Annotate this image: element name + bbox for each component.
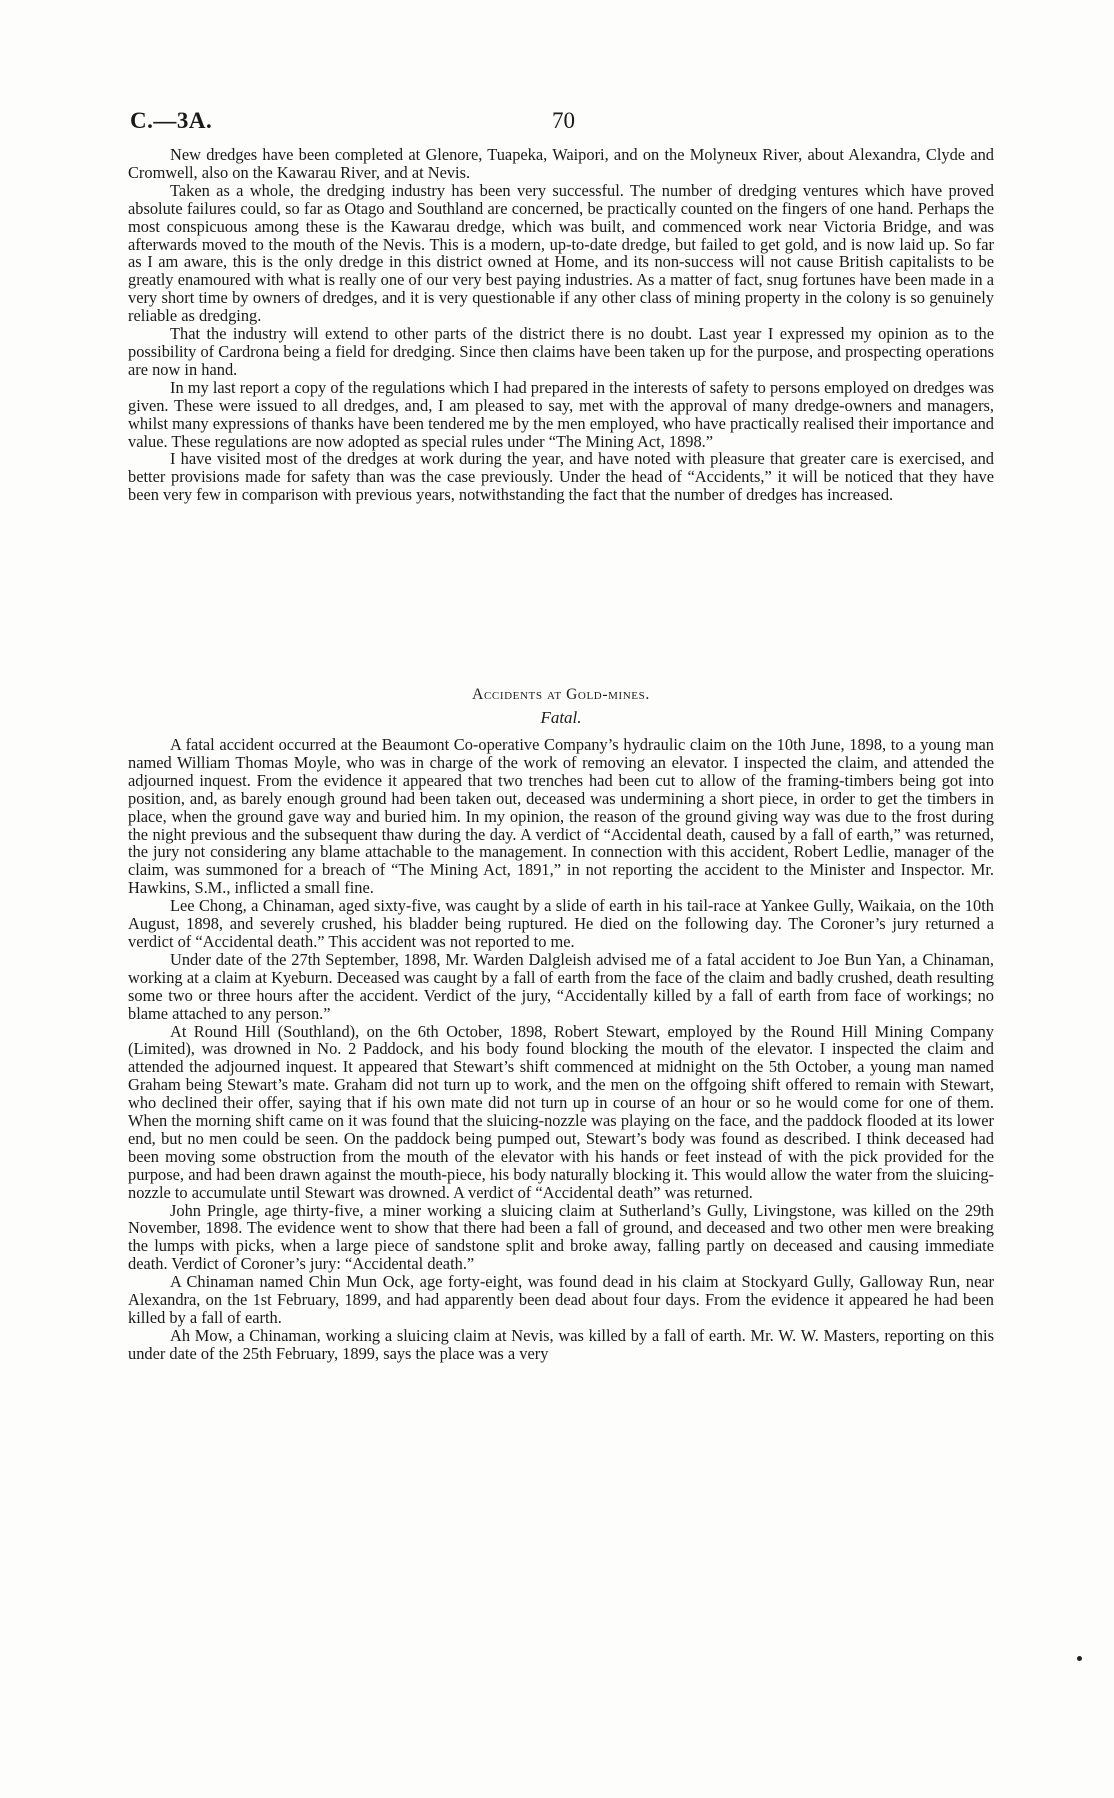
paragraph: A Chinaman named Chin Mun Ock, age forty-eight, was found dead in his claim at Stockyard Gully, Galloway Run, near Alexandra, on the 1st February, 1899, and had apparently been dead about four days. From the evidence it appeared he had been killed by a fall of earth. (128, 1272, 994, 1327)
paragraph: That the industry will extend to other parts of the district there is no doubt. Last year I expressed my opinion as to the possibility of Cardrona being a field for dredging. Since then claims have been taken up for the purpose, and prospecting operations are now in hand. (128, 324, 994, 379)
accidents-section (128, 736, 994, 1363)
dredging-section (128, 146, 994, 504)
paragraph: At Round Hill (Southland), on the 6th October, 1898, Robert Stewart, employed by the Round Hill Mining Company (Limited), was drowned in No. 2 Paddock, and his body found blocking the mouth of the elevator. I inspected the claim and attended the adjourned inquest. It appeared that Stewart’s shift commenced at midnight on the 5th October, a young man named Graham being Stewart’s mate. Graham did not turn up to work, and the men on the offgoing shift offered to remain with Stewart, who declined their offer, saying that if his own mate did not turn up in course of an hour or so he would come for one of them. When the morning shift came on it was found that the sluicing-nozzle was playing on the face, and the paddock flooded at its lower end, but no men could be seen. On the paddock being pumped out, Stewart’s body was found as described. I think deceased had been moving some obstruction from the mouth of the elevator with his hands or feet instead of with the pick provided for the purpose, and had been drawn against the mouth-piece, his body naturally blocking it. This would allow the water from the sluicing-nozzle to accumulate until Stewart was drowned. A verdict of “Accidental death” was returned. (128, 1021, 994, 1202)
paragraph: Taken as a whole, the dredging industry has been very successful. The number of dredging ventures which have proved absolute failures could, so far as Otago and Southland are concerned, be practically counted on the fingers of one hand. Perhaps the most conspicuous among these is the Kawarau dredge, which was built, and commenced work near Victoria Bridge, and was afterwards moved to the mouth of the Nevis. This is a modern, up-to-date dredge, but failed to get gold, and is now laid up. So far as I am aware, this is the only dredge in this district owned at Home, and its non-success will not cause British capitalists to be greatly enamoured with what is really one of our very best paying industries. As a matter of fact, snug fortunes have been made in a very short time by owners of dredges, and it is very questionable if any other class of mining property in the colony is so genuinely reliable as dredging. (128, 180, 994, 326)
paragraph: I have visited most of the dredges at work during the year, and have noted with pleasure that greater care is exercised, and better provisions made for safety than was the case previously. Under the head of “Accidents,” it will be noticed that they have been very few in comparison with previous years, notwithstanding the fact that the number of dredges has increased. (128, 449, 994, 505)
ink-spot (1077, 1656, 1082, 1661)
paragraph: New dredges have been completed at Glenore, Tuapeka, Waipori, and on the Molyneux River, about Alexandra, Clyde and Cromwell, also on the Kawarau River, and at Nevis. (128, 145, 994, 182)
page-number: 70 (552, 108, 575, 133)
document-reference: C.—3A. (130, 108, 213, 133)
paragraph: John Pringle, age thirty-five, a miner working a sluicing claim at Sutherland’s Gully, Livingstone, was killed on the 29th November, 1898. The evidence went to show that there had been a fall of ground, and deceased and two other men were breaking the lumps with picks, when a large piece of sandstone split and broke away, falling partly on deceased and causing immediate death. Verdict of Coroner’s jury: “Accidental death.” (128, 1200, 994, 1274)
paragraph: Under date of the 27th September, 1898, Mr. Warden Dalgleish advised me of a fatal accident to Joe Bun Yan, a Chinaman, working at a claim at Kyeburn. Deceased was caught by a fall of earth from the face of the claim and badly crushed, death resulting some two or three hours after the accident. Verdict of the jury, “Accidentally killed by a fall of earth from face of workings; no blame attached to any person.” (128, 949, 994, 1023)
section-heading: Accidents at Gold-mines. (472, 686, 650, 703)
paragraph: Lee Chong, a Chinaman, aged sixty-five, was caught by a slide of earth in his tail-race at Yankee Gully, Waikaia, on the 10th August, 1898, and severely crushed, his bladder being ruptured. He died on the following day. The Coroner’s jury returned a verdict of “Accidental death.” This accident was not reported to me. (128, 896, 994, 951)
paragraph: A fatal accident occurred at the Beaumont Co-operative Company’s hydraulic claim on the 10th June, 1898, to a young man named William Thomas Moyle, who was in charge of the work of removing an elevator. I inspected the claim, and attended the adjourned inquest. From the evidence it appeared that two trenches had been cut to allow of the framing-timbers being got into position, and, as barely enough ground had been taken out, deceased was undermining a short piece, in order to get the timbers in place, when the ground gave way and buried him. In my opinion, the reason of the ground giving way was due to the frost during the night previous and the subsequent thaw during the day. A verdict of “Accidental death, caused by a fall of earth,” was returned, the jury not considering any blame attachable to the management. In connection with this accident, Robert Ledlie, manager of the claim, was summoned for a breach of “The Mining Act, 1891,” in not reporting the accident to the Minister and Inspector. Mr. Hawkins, S.M., inflicted a small fine. (128, 735, 994, 898)
page-header (128, 108, 996, 138)
paragraph: Ah Mow, a Chinaman, working a sluicing claim at Nevis, was killed by a fall of earth. Mr. W. W. Masters, reporting on this under date of the 25th February, 1899, says the place was a very (128, 1325, 994, 1363)
section-subheading: Fatal. (540, 708, 582, 727)
paragraph: In my last report a copy of the regulations which I had prepared in the interests of safety to persons employed on dredges was given. These were issued to all dredges, and, I am pleased to say, met with the approval of many dredge-owners and managers, whilst many expressions of thanks have been tendered me by the men employed, who have practically realised their importance and value. These regulations are now adopted as special rules under “The Mining Act, 1898.” (128, 377, 994, 451)
